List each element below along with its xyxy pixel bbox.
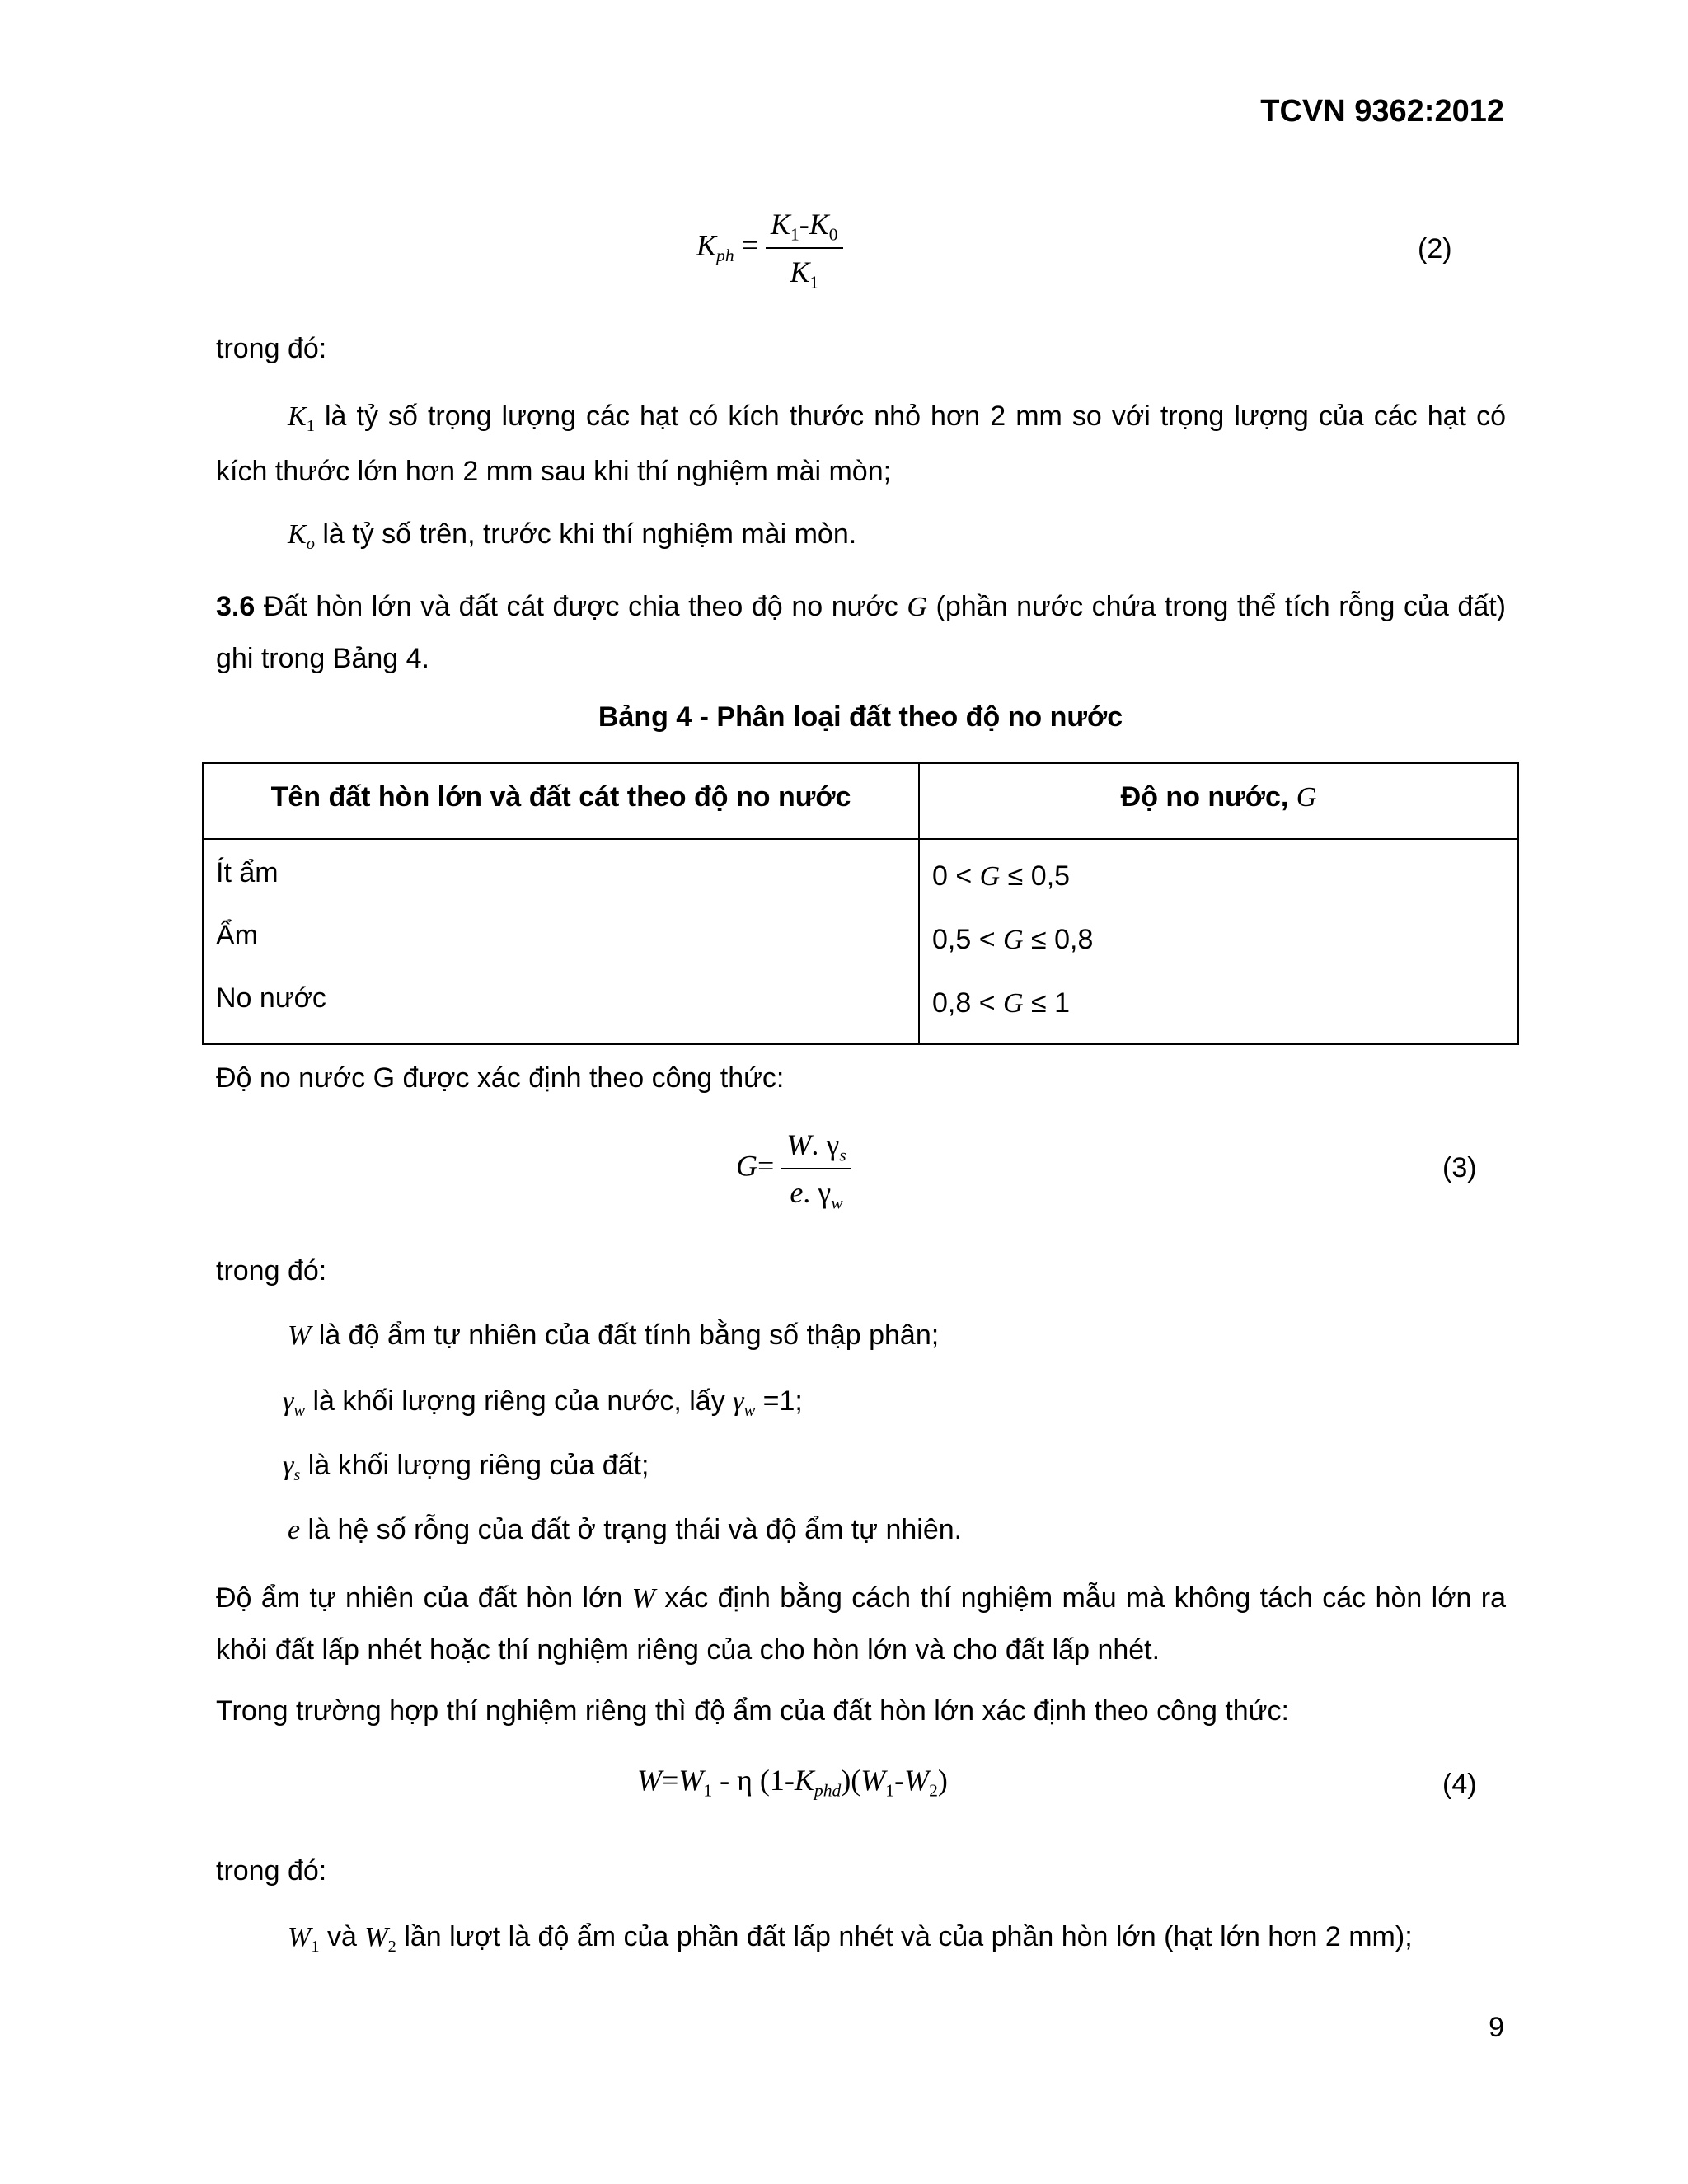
soil-name-3: No nước <box>216 982 326 1014</box>
section-text-a: Đất hòn lớn và đất cát được chia theo độ no nước <box>255 591 907 622</box>
w1-symbol: W <box>288 1922 312 1952</box>
where-label-2: trong đó: <box>216 1255 327 1286</box>
formula2-num-minus: - <box>799 208 809 241</box>
w-text: là độ ẩm tự nhiên của đất tính bằng số thập phân; <box>311 1319 940 1351</box>
table-body-row <box>203 839 1518 1044</box>
w1w2-text: lần lượt là độ ẩm của phần đất lấp nhét và của phần hòn lớn (hạt lớn hơn 2 mm); <box>396 1921 1413 1952</box>
range2-symbol: G <box>1003 925 1024 955</box>
range1-symbol: G <box>979 861 1001 892</box>
formula2-num-a: K <box>770 208 790 241</box>
formula3-equals: = <box>757 1149 775 1183</box>
k1-text: là tỷ số trọng lượng các hạt có kích thước nhỏ hơn 2 mm so với trọng lượng của các hạt có kích thước lớn hơn 2 mm sau khi thí nghiệm mài mòn; <box>216 401 1506 487</box>
formula4-w1: W <box>678 1764 704 1797</box>
k1-subscript: 1 <box>306 417 315 436</box>
table-col2-body <box>919 839 1518 1044</box>
col2-header-text: Độ no nước, <box>1120 781 1296 813</box>
gamma-w-subscript-2: w <box>743 1402 756 1421</box>
definition-k0 <box>288 509 856 560</box>
e-text: là hệ số rỗng của đất ở trạng thái và độ ẩm tự nhiên. <box>300 1514 963 1545</box>
range3-b: ≤ 1 <box>1023 987 1071 1019</box>
para-w-symbol: W <box>631 1583 655 1614</box>
section-symbol-g: G <box>907 592 927 622</box>
formula4-w2-sub: 2 <box>929 1780 938 1801</box>
formula4-k: K <box>794 1764 814 1797</box>
saturation-range-3 <box>920 972 1517 1035</box>
section-3-6 <box>216 581 1506 684</box>
formula4-w: W <box>637 1764 662 1797</box>
page-number: 9 <box>1489 2012 1504 2043</box>
formula2-num-a-sub: 1 <box>790 224 799 245</box>
k0-text: là tỷ số trên, trước khi thí nghiệm mài mòn. <box>314 518 857 550</box>
formula2-num-b-sub: 0 <box>828 224 838 245</box>
table-4 <box>202 762 1519 1045</box>
formula3-den-gamma: γ <box>818 1176 832 1209</box>
formula4-mid: )( <box>841 1764 861 1797</box>
soil-name-2: Ẩm <box>216 920 258 951</box>
formula4-k-sub: phd <box>814 1780 842 1801</box>
para-w-text-b: xác định bằng cách thí nghiệm mẫu mà không tách các hòn lớn ra khỏi đất lấp nhét hoặc thí nghiệm riêng của cho hòn lớn và cho đất lấp nhét. <box>216 1582 1506 1666</box>
definition-w <box>288 1310 939 1361</box>
w2-symbol: W <box>364 1922 388 1952</box>
formula2-den: K <box>790 255 810 288</box>
formula3-fraction <box>781 1125 851 1212</box>
definition-e <box>288 1505 962 1555</box>
formula3-num-w: W <box>786 1128 812 1161</box>
formula3-den-dot: . <box>803 1176 818 1209</box>
range1-b: ≤ 0,5 <box>1000 860 1071 892</box>
gamma-w-symbol-2: γ <box>733 1386 744 1417</box>
formula3-num-dot: . <box>811 1128 827 1161</box>
w-symbol: W <box>288 1320 312 1351</box>
formula2-equals: = <box>741 228 758 262</box>
paragraph-separate-test: Trong trường hợp thí nghiệm riêng thì độ ẩm của đất hòn lớn xác định theo công thức: <box>216 1695 1289 1727</box>
gamma-w-symbol: γ <box>283 1386 294 1417</box>
definition-gamma-s <box>283 1441 649 1491</box>
e-symbol: e <box>288 1515 301 1545</box>
k1-symbol: K <box>288 401 307 432</box>
formula-2 <box>696 204 843 292</box>
formula2-fraction <box>766 204 843 292</box>
formula4-w1b-sub: 1 <box>885 1780 895 1801</box>
formula3-den-e: e <box>790 1176 804 1209</box>
section-number: 3.6 <box>216 591 256 622</box>
definition-k1 <box>216 389 1506 499</box>
formula2-lhs-sub: ph <box>716 245 734 265</box>
w2-subscript: 2 <box>387 1938 396 1957</box>
k0-symbol: K <box>288 519 307 550</box>
where-label-3: trong đó: <box>216 1855 327 1886</box>
formula2-num-b: K <box>809 208 829 241</box>
table-col2-header <box>919 763 1518 839</box>
equation-number-4: (4) <box>1442 1769 1477 1800</box>
formula3-num-gamma: γ <box>826 1128 840 1161</box>
formula3-denominator <box>785 1169 847 1212</box>
range1-a: 0 < <box>932 860 980 892</box>
formula4-w2: W <box>904 1764 930 1797</box>
formula3-lhs: G <box>736 1149 757 1183</box>
gamma-w-subscript: w <box>293 1402 306 1421</box>
formula4-w1-sub: 1 <box>703 1780 713 1801</box>
soil-name-1: Ít ẩm <box>216 857 279 888</box>
table-4-caption: Bảng 4 - Phân loại đất theo độ no nước <box>598 701 1123 733</box>
gamma-w-text-a: là khối lượng riêng của nước, lấy <box>305 1385 734 1417</box>
saturation-intro: Độ no nước G được xác định theo công thức: <box>216 1062 785 1094</box>
saturation-range-1 <box>920 845 1517 908</box>
formula3-den-gamma-sub: w <box>831 1193 843 1213</box>
col2-header-symbol: G <box>1296 782 1317 813</box>
saturation-range-2 <box>920 908 1517 972</box>
gamma-s-symbol: γ <box>283 1451 294 1481</box>
table-col1-header: Tên đất hòn lớn và đất cát theo độ no nước <box>203 763 919 839</box>
equation-number-3: (3) <box>1442 1152 1477 1183</box>
gamma-s-subscript: s <box>293 1466 301 1485</box>
formula4-w1b: W <box>860 1764 886 1797</box>
formula2-lhs: K <box>696 228 717 262</box>
gamma-s-text: là khối lượng riêng của đất; <box>300 1450 649 1481</box>
formula4-close: ) <box>937 1764 948 1797</box>
w1-subscript: 1 <box>311 1938 320 1957</box>
equation-number-2: (2) <box>1418 233 1452 265</box>
range2-b: ≤ 0,8 <box>1023 924 1094 955</box>
formula2-den-sub: 1 <box>809 272 819 293</box>
gamma-w-text-b: =1; <box>755 1385 803 1417</box>
table-header-row <box>203 763 1518 839</box>
formula4-minus: - <box>894 1764 905 1797</box>
formula3-numerator <box>781 1125 851 1169</box>
formula2-denominator <box>785 249 823 292</box>
k0-subscript: o <box>306 535 315 554</box>
where-label-1: trong đó: <box>216 333 327 364</box>
formula2-numerator <box>766 204 843 249</box>
formula4-minus-eta: - η (1- <box>712 1764 795 1797</box>
w1w2-and: và <box>319 1921 365 1952</box>
standard-code-header: TCVN 9362:2012 <box>1260 94 1504 129</box>
formula-3 <box>736 1125 851 1212</box>
formula-4 <box>637 1755 948 1805</box>
range3-a: 0,8 < <box>932 987 1004 1019</box>
section-text-b: (phần nước chứa trong thể tích rỗng của đất) ghi trong Bảng 4. <box>216 591 1506 674</box>
definition-gamma-w <box>283 1376 803 1427</box>
formula3-num-gamma-sub: s <box>839 1145 846 1165</box>
para-w-text-a: Độ ẩm tự nhiên của đất hòn lớn <box>216 1582 632 1614</box>
formula4-eq: = <box>662 1764 679 1797</box>
table-col1-body <box>203 839 919 1044</box>
paragraph-natural-moisture <box>216 1572 1506 1675</box>
range3-symbol: G <box>1003 988 1024 1019</box>
definition-w1-w2 <box>288 1912 1413 1962</box>
range2-a: 0,5 < <box>932 924 1004 955</box>
